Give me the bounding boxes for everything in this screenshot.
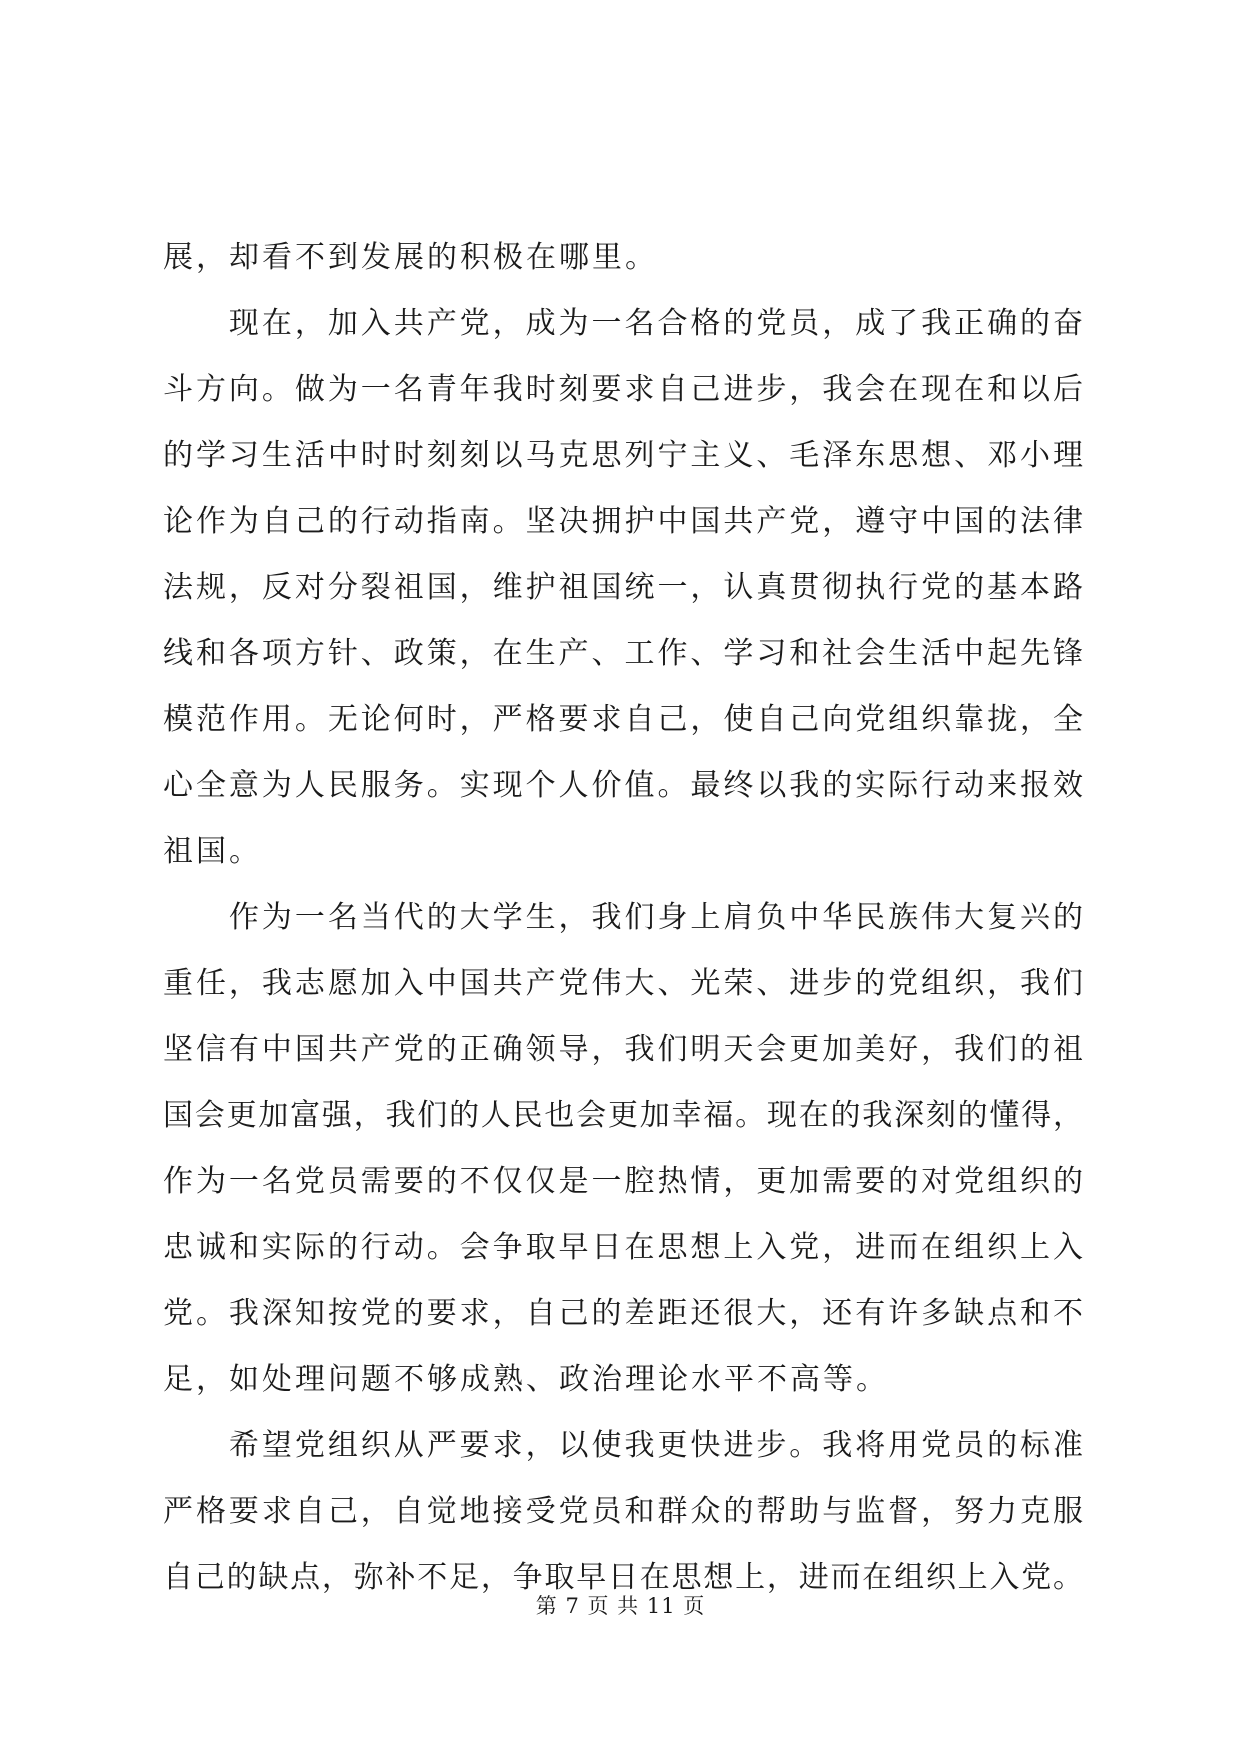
text-line: 现在，加入共产党，成为一名合格的党员，成了我正确的奋 <box>163 306 1083 341</box>
text-line: 忠诚和实际的行动。会争取早日在思想上入党，进而在组织上入 <box>163 1230 1083 1265</box>
document-body <box>163 225 1083 1611</box>
text-line: 展，却看不到发展的积极在哪里。 <box>163 240 658 275</box>
text-line: 的学习生活中时时刻刻以马克思列宁主义、毛泽东思想、邓小理 <box>163 438 1083 473</box>
text-line: 线和各项方针、政策，在生产、工作、学习和社会生活中起先锋 <box>163 636 1083 671</box>
text-line: 重任，我志愿加入中国共产党伟大、光荣、进步的党组织，我们 <box>163 966 1083 1001</box>
text-line: 足，如处理问题不够成熟、政治理论水平不高等。 <box>163 1362 889 1397</box>
text-line: 严格要求自己，自觉地接受党员和群众的帮助与监督，努力克服 <box>163 1494 1083 1529</box>
text-line: 国会更加富强，我们的人民也会更加幸福。现在的我深刻的懂得， <box>163 1098 1083 1133</box>
text-line: 斗方向。做为一名青年我时刻要求自己进步，我会在现在和以后 <box>163 372 1083 407</box>
text-line: 心全意为人民服务。实现个人价值。最终以我的实际行动来报效 <box>163 768 1083 803</box>
text-line: 希望党组织从严要求，以使我更快进步。我将用党员的标准 <box>163 1428 1083 1463</box>
text-line: 论作为自己的行动指南。坚决拥护中国共产党，遵守中国的法律 <box>163 504 1083 539</box>
text-line: 坚信有中国共产党的正确领导，我们明天会更加美好，我们的祖 <box>163 1032 1083 1067</box>
text-line: 党。我深知按党的要求，自己的差距还很大，还有许多缺点和不 <box>163 1296 1083 1331</box>
text-line: 模范作用。无论何时，严格要求自己，使自己向党组织靠拢，全 <box>163 702 1083 737</box>
text-line: 法规，反对分裂祖国，维护祖国统一，认真贯彻执行党的基本路 <box>163 570 1083 605</box>
text-line: 作为一名党员需要的不仅仅是一腔热情，更加需要的对党组织的 <box>163 1164 1083 1199</box>
text-line: 作为一名当代的大学生，我们身上肩负中华民族伟大复兴的 <box>163 900 1083 935</box>
page-number-footer: 第 7 页 共 11 页 <box>535 1594 706 1618</box>
text-line: 祖国。 <box>163 834 262 869</box>
text-line: 自己的缺点，弥补不足，争取早日在思想上，进而在组织上入党。 <box>163 1560 1083 1595</box>
